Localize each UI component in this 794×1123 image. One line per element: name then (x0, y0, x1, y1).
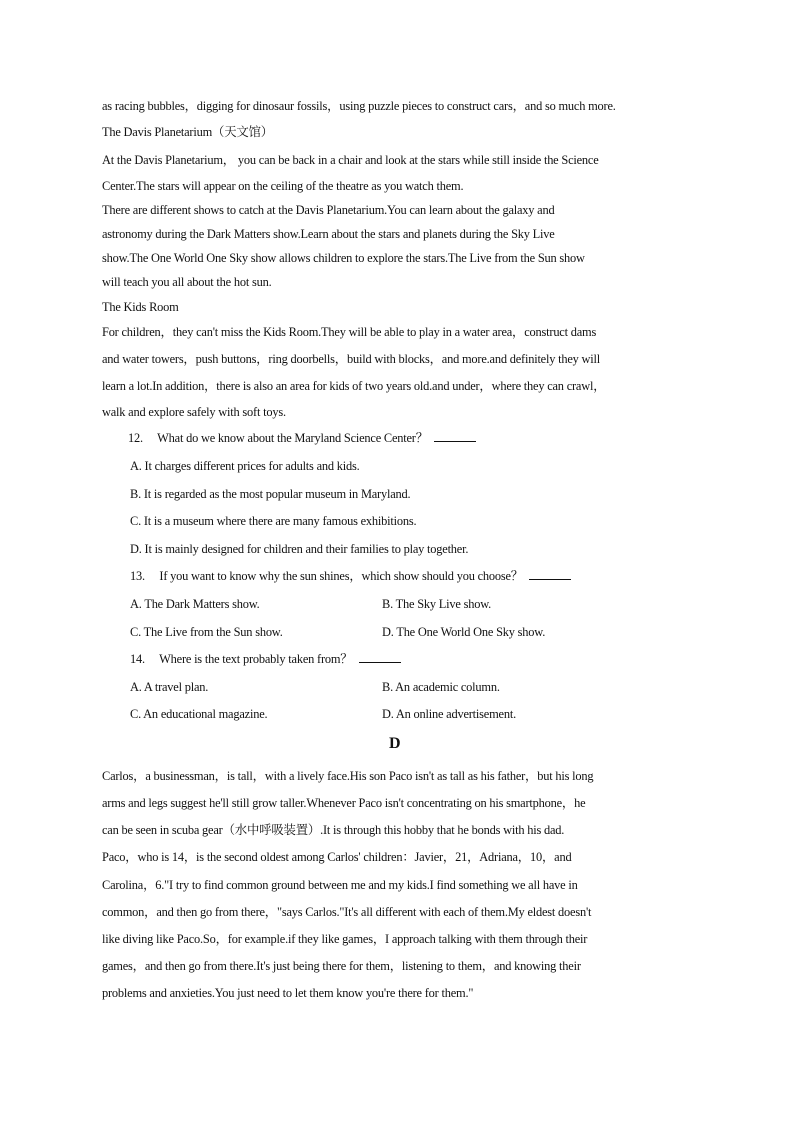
section-title-kids-room: The Kids Room (102, 300, 179, 314)
passage-line: Paco，who is 14，is the second oldest among Carlos' children：Javier，21，Adriana，10，and (102, 850, 572, 864)
section-heading-d: D (389, 735, 401, 752)
question-13 (130, 568, 571, 584)
option-d[interactable]: D. An online advertisement. (382, 707, 516, 721)
answer-blank[interactable] (359, 651, 401, 663)
passage-line: will teach you all about the hot sun. (102, 275, 272, 289)
option-a[interactable]: A. It charges different prices for adults and kids. (130, 459, 360, 473)
option-a[interactable]: A. The Dark Matters show. (130, 597, 260, 611)
answer-blank[interactable] (529, 568, 571, 580)
passage-line: games，and then go from there.It's just being there for them，listening to them，and knowing their (102, 959, 581, 973)
question-12 (128, 430, 476, 446)
option-b[interactable]: B. The Sky Live show. (382, 597, 492, 611)
answer-blank[interactable] (434, 430, 476, 442)
passage-line: can be seen in scuba gear（水中呼吸装置）.It is through this hobby that he bonds with his dad. (102, 823, 565, 837)
question-14 (130, 651, 401, 667)
passage-line: For children，they can't miss the Kids Room.They will be able to play in a water area，construct dams (102, 325, 597, 339)
section-title-planetarium: The Davis Planetarium（天文馆） (102, 125, 273, 139)
passage-line: show.The One World One Sky show allows children to explore the stars.The Live from the Sun show (102, 251, 585, 265)
passage-line: At the Davis Planetarium， you can be back in a chair and look at the stars while still inside the Science (102, 153, 599, 167)
question-number: 12. (128, 431, 143, 445)
passage-line: astronomy during the Dark Matters show.Learn about the stars and planets during the Sky Live (102, 227, 555, 241)
question-text: If you want to know why the sun shines，which show should you choose？ (159, 569, 523, 583)
passage-line: common，and then go from there，"says Carlos."It's all different with each of them.My eldest doesn't (102, 905, 592, 919)
passage-line: There are different shows to catch at the Davis Planetarium.You can learn about the galaxy and (102, 203, 555, 217)
passage-line: like diving like Paco.So，for example.if they like games，I approach talking with them through their (102, 932, 588, 946)
passage-line: walk and explore safely with soft toys. (102, 405, 286, 419)
option-c[interactable]: C. The Live from the Sun show. (130, 625, 283, 639)
question-text: What do we know about the Maryland Science Center？ (157, 431, 428, 445)
passage-line: learn a lot.In addition，there is also an area for kids of two years old.and under，where they can crawl， (102, 379, 606, 393)
question-text: Where is the text probably taken from？ (159, 652, 353, 666)
option-b[interactable]: B. An academic column. (382, 680, 500, 694)
passage-line: as racing bubbles，digging for dinosaur fossils，using puzzle pieces to construct cars，and so much more. (102, 99, 616, 113)
passage-line: arms and legs suggest he'll still grow taller.Whenever Paco isn't concentrating on his smartphone，he (102, 796, 586, 810)
option-a[interactable]: A. A travel plan. (130, 680, 209, 694)
passage-line: and water towers，push buttons，ring doorbells，build with blocks，and more.and definitely they will (102, 352, 601, 366)
passage-line: Center.The stars will appear on the ceiling of the theatre as you watch them. (102, 179, 464, 193)
option-b[interactable]: B. It is regarded as the most popular museum in Maryland. (130, 487, 411, 501)
option-c[interactable]: C. An educational magazine. (130, 707, 268, 721)
passage-line: Carlos，a businessman，is tall，with a lively face.His son Paco isn't as tall as his father，but his long (102, 769, 594, 783)
passage-line: Carolina，6."I try to find common ground between me and my kids.I find something we all have in (102, 878, 578, 892)
option-c[interactable]: C. It is a museum where there are many famous exhibitions. (130, 514, 417, 528)
passage-line: problems and anxieties.You just need to let them know you're there for them." (102, 986, 474, 1000)
question-number: 13. (130, 569, 145, 583)
question-number: 14. (130, 652, 145, 666)
option-d[interactable]: D. The One World One Sky show. (382, 625, 546, 639)
option-d[interactable]: D. It is mainly designed for children and their families to play together. (130, 542, 469, 556)
